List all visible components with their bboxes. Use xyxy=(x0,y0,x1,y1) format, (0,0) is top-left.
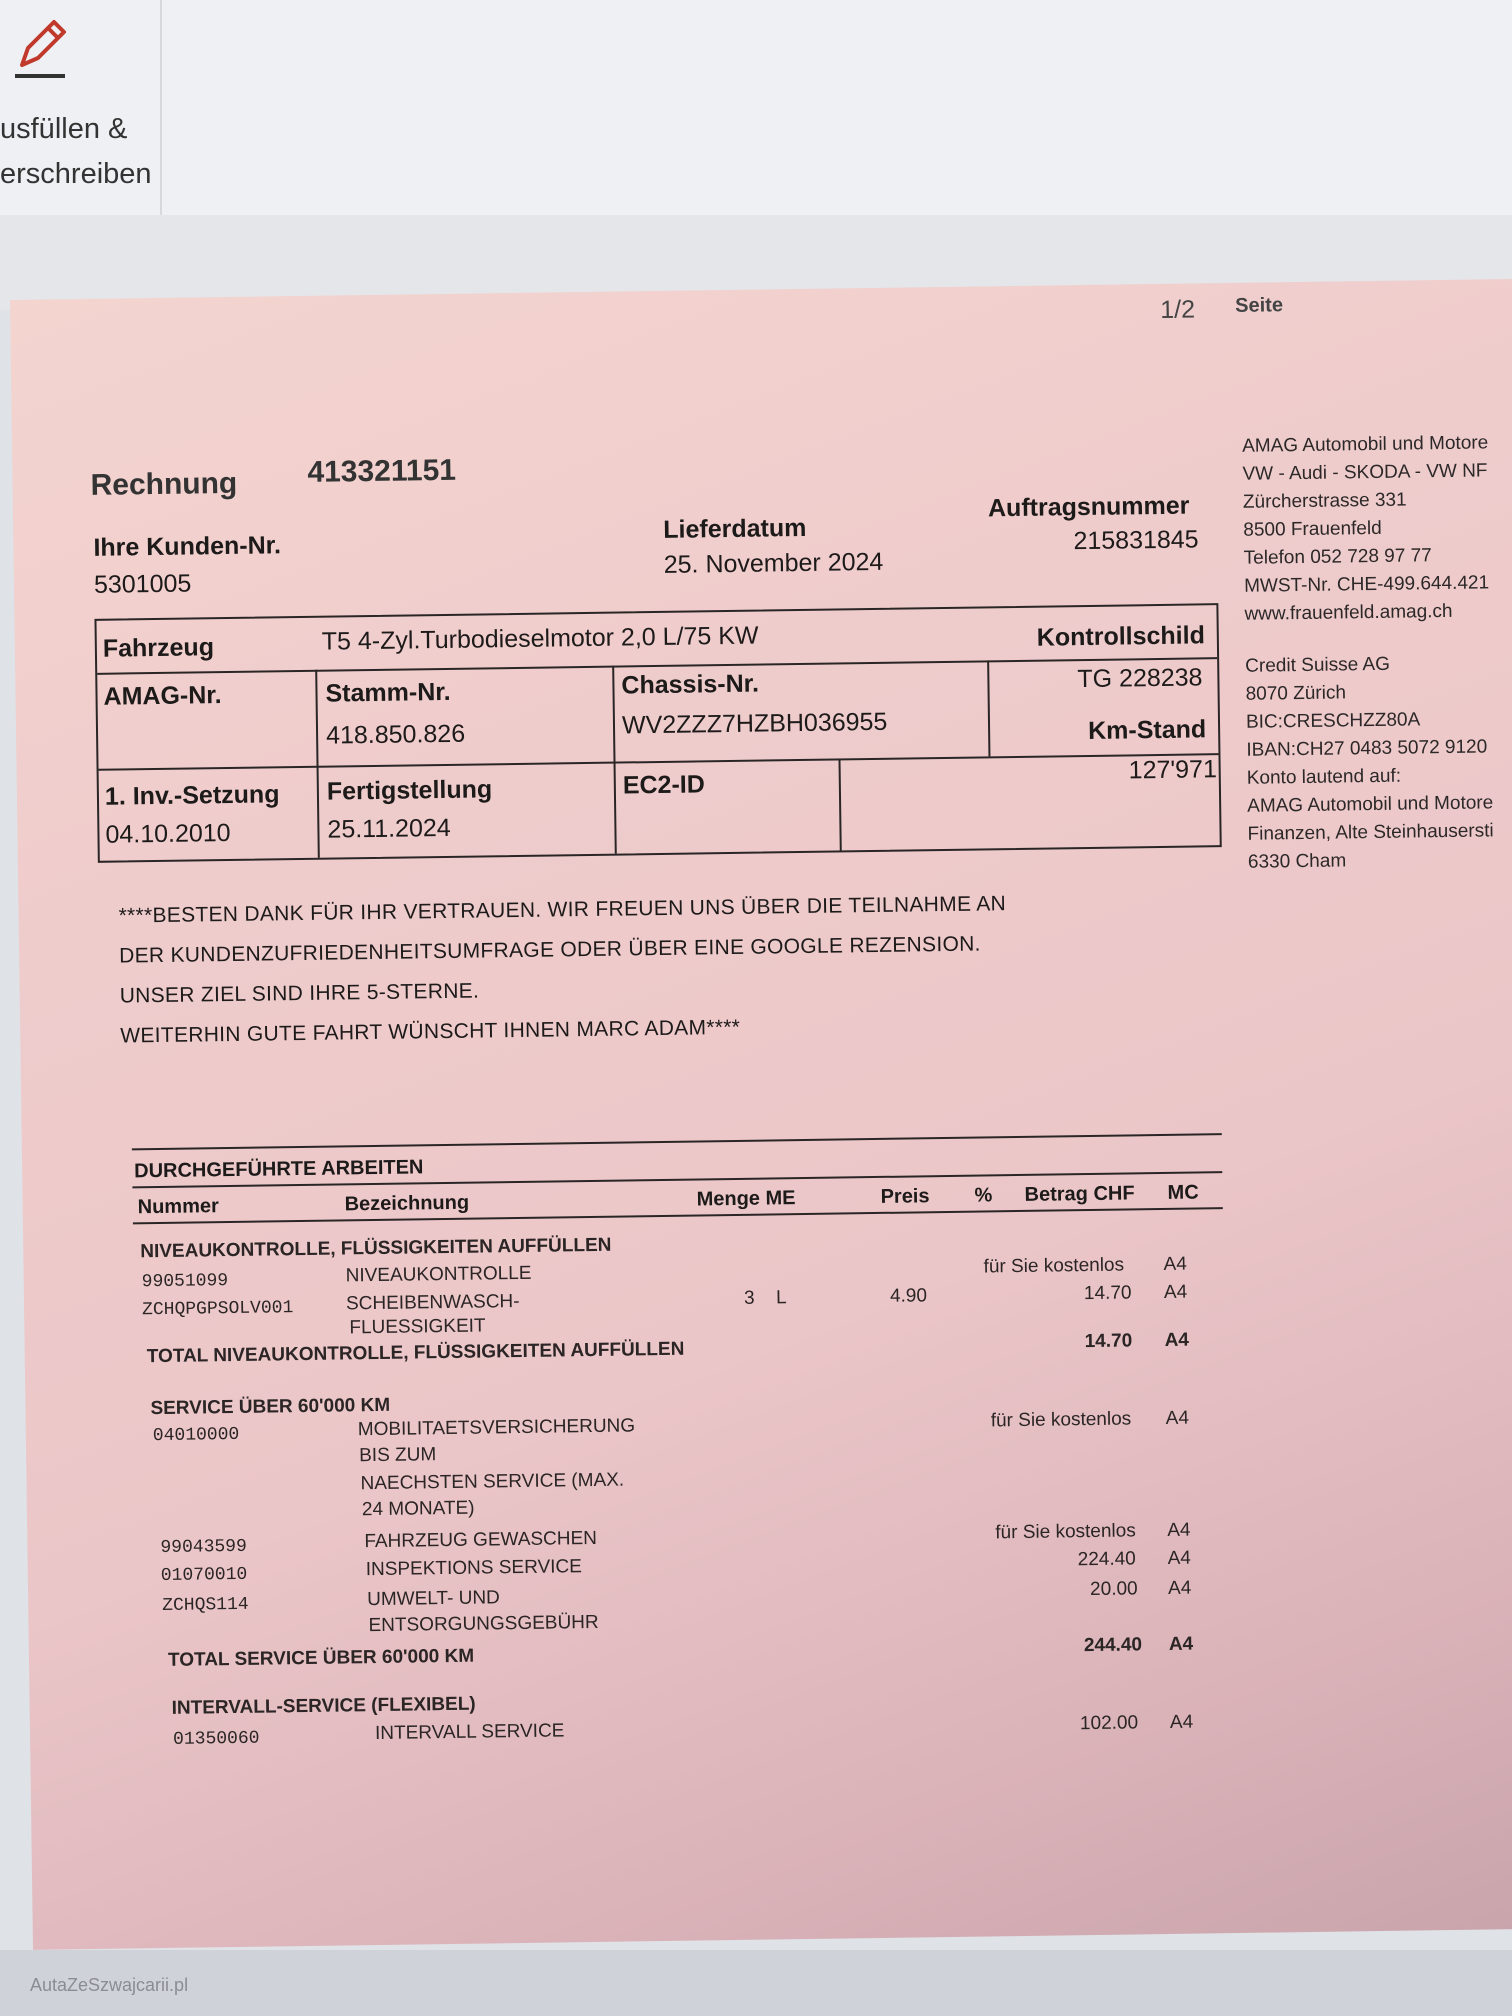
company-address xyxy=(1242,429,1491,628)
stamm-number: 418.850.826 xyxy=(325,719,466,750)
item-number: 99043599 xyxy=(160,1536,247,1559)
item-amount: 102.00 xyxy=(1079,1712,1139,1735)
bank-line: Finanzen, Alte Steinhausersti xyxy=(1247,820,1494,845)
item-number: ZCHQS114 xyxy=(162,1594,249,1617)
bank-line: IBAN:CH27 0483 5072 9120 xyxy=(1246,736,1488,761)
item-unit: L xyxy=(775,1287,787,1309)
mileage-value: 127'971 xyxy=(1128,755,1218,785)
item-mc: A4 xyxy=(1163,1281,1188,1303)
item-quantity: 3 xyxy=(743,1287,755,1309)
item-number: 01070010 xyxy=(160,1564,248,1587)
item-description-cont: ENTSORGUNGSGEBÜHR xyxy=(368,1611,599,1637)
group-total-mc: A4 xyxy=(1168,1633,1194,1655)
vehicle-model: T5 4-Zyl.Turbodieselmotor 2,0 L/75 KW xyxy=(321,621,759,656)
message-line: DER KUNDENZUFRIEDENHEITSUMFRAGE ODER ÜBER EINE GOOGLE REZENSION. xyxy=(119,932,981,968)
bank-line: Credit Suisse AG xyxy=(1245,653,1391,677)
table-divider xyxy=(315,670,320,858)
bank-line: 6330 Cham xyxy=(1247,850,1347,873)
item-mc: A4 xyxy=(1169,1711,1194,1733)
works-section-title: DURCHGEFÜHRTE ARBEITEN xyxy=(134,1156,424,1183)
item-amount: für Sie kostenlos xyxy=(990,1408,1132,1432)
group-title: NIVEAUKONTROLLE, FLÜSSIGKEITEN AUFFÜLLEN xyxy=(140,1234,612,1263)
item-description: INSPEKTIONS SERVICE xyxy=(365,1556,582,1581)
app-toolbar xyxy=(0,0,1512,217)
item-amount: 20.00 xyxy=(1089,1578,1138,1601)
group-title: INTERVALL-SERVICE (FLEXIBEL) xyxy=(171,1693,476,1719)
group-total-amount: 14.70 xyxy=(1084,1330,1133,1353)
item-number: 99051099 xyxy=(141,1271,229,1293)
invoice-document xyxy=(10,279,1512,1950)
viewer-bottom-area xyxy=(0,1950,1512,2016)
vehicle-label: Fahrzeug xyxy=(102,633,215,663)
customer-number-label: Ihre Kunden-Nr. xyxy=(93,531,282,562)
chassis-number-label: Chassis-Nr. xyxy=(621,669,760,700)
first-registration-date: 04.10.2010 xyxy=(105,818,231,849)
thank-you-message xyxy=(118,884,1008,1056)
company-line: VW - Audi - SKODA - VW NF xyxy=(1242,460,1488,485)
item-number: ZCHQPGPSOLV001 xyxy=(141,1298,294,1321)
col-header-amount: Betrag CHF xyxy=(1024,1182,1135,1206)
item-description-cont: NAECHSTEN SERVICE (MAX. xyxy=(360,1469,625,1495)
bank-line: 8070 Zürich xyxy=(1245,682,1347,705)
item-number: 01350060 xyxy=(172,1728,260,1750)
invoice-number: 413321151 xyxy=(307,453,457,489)
col-header-percent: % xyxy=(974,1184,993,1207)
bank-line: BIC:CRESCHZZ80A xyxy=(1245,709,1421,733)
amag-number-label: AMAG-Nr. xyxy=(103,681,222,711)
item-mc: A4 xyxy=(1167,1547,1192,1569)
group-total-amount: 244.40 xyxy=(1083,1634,1143,1657)
item-mc: A4 xyxy=(1163,1253,1187,1275)
table-divider xyxy=(838,758,841,850)
bank-details xyxy=(1245,649,1494,876)
table-divider xyxy=(612,666,617,854)
order-number: 215831845 xyxy=(1073,525,1199,556)
chassis-number: WV2ZZZ7HZBH036955 xyxy=(621,707,888,740)
customer-number: 5301005 xyxy=(93,569,192,599)
fill-sign-label-line2[interactable]: erschreiben xyxy=(0,158,152,190)
message-line: WEITERHIN GUTE FAHRT WÜNSCHT IHNEN MARC ADAM**** xyxy=(120,1015,741,1048)
company-line: 8500 Frauenfeld xyxy=(1243,517,1382,541)
vehicle-info-table xyxy=(94,603,1221,863)
delivery-date: 25. November 2024 xyxy=(663,547,884,579)
table-divider xyxy=(99,753,1219,771)
plate-number: TG 228238 xyxy=(1077,663,1203,694)
item-description-cont: FLUESSIGKEIT xyxy=(349,1315,486,1339)
item-description: NIVEAUKONTROLLE xyxy=(345,1262,532,1287)
section-rule xyxy=(132,1133,1222,1150)
fill-sign-label-line1[interactable]: usfüllen & xyxy=(0,113,128,145)
item-number: 04010000 xyxy=(152,1424,240,1447)
company-line: Telefon 052 728 97 77 xyxy=(1243,545,1432,569)
invoice-title: Rechnung xyxy=(90,466,238,502)
order-number-label: Auftragsnummer xyxy=(987,491,1190,523)
watermark: AutaZeSzwajcarii.pl xyxy=(30,1975,189,1995)
item-price: 4.90 xyxy=(889,1285,928,1307)
col-header-description: Bezeichnung xyxy=(344,1191,470,1216)
item-amount: 224.40 xyxy=(1077,1548,1136,1571)
company-line: MWST-Nr. CHE-499.644.421 xyxy=(1243,572,1490,597)
group-total-mc: A4 xyxy=(1164,1329,1190,1351)
item-description: INTERVALL SERVICE xyxy=(374,1720,565,1745)
plate-label: Kontrollschild xyxy=(1036,621,1206,652)
header-rule xyxy=(133,1207,1223,1224)
col-header-price: Preis xyxy=(880,1185,930,1208)
message-line: ****BESTEN DANK FÜR IHR VERTRAUEN. WIR FREUEN UNS ÜBER DIE TEILNAHME AN xyxy=(118,892,1007,928)
toolbar-divider xyxy=(160,0,162,215)
item-description: SCHEIBENWASCH- xyxy=(345,1290,520,1315)
group-total-label: TOTAL NIVEAUKONTROLLE, FLÜSSIGKEITEN AUFFÜLLEN xyxy=(146,1338,685,1368)
delivery-date-label: Lieferdatum xyxy=(663,513,807,544)
page-number: 1/2 xyxy=(1160,295,1196,324)
col-header-mc: MC xyxy=(1167,1181,1199,1204)
message-line: UNSER ZIEL SIND IHRE 5-STERNE. xyxy=(119,979,480,1008)
item-mc: A4 xyxy=(1167,1577,1192,1599)
bank-line: AMAG Automobil und Motore xyxy=(1247,792,1494,817)
item-amount: für Sie kostenlos xyxy=(995,1520,1136,1544)
table-divider xyxy=(987,660,990,756)
item-mc: A4 xyxy=(1165,1407,1190,1429)
bank-line: Konto lautend auf: xyxy=(1246,765,1402,789)
item-description: FAHRZEUG GEWASCHEN xyxy=(364,1527,598,1553)
company-line: Zürcherstrasse 331 xyxy=(1242,489,1407,513)
completion-date: 25.11.2024 xyxy=(327,813,451,844)
page-label: Seite xyxy=(1235,294,1284,317)
mileage-label: Km-Stand xyxy=(1087,715,1207,745)
item-mc: A4 xyxy=(1167,1519,1191,1541)
item-amount: für Sie kostenlos xyxy=(983,1254,1125,1278)
group-total-label: TOTAL SERVICE ÜBER 60'000 KM xyxy=(167,1645,475,1671)
pencil-icon[interactable] xyxy=(10,10,70,80)
company-line: AMAG Automobil und Motore xyxy=(1242,432,1489,457)
group-title: SERVICE ÜBER 60'000 KM xyxy=(150,1394,391,1420)
completion-label: Fertigstellung xyxy=(326,775,493,806)
company-website: www.frauenfeld.amag.ch xyxy=(1244,600,1453,625)
item-description-cont: BIS ZUM xyxy=(359,1444,437,1467)
first-registration-label: 1. Inv.-Setzung xyxy=(104,780,280,811)
ec2-id-label: EC2-ID xyxy=(622,770,705,800)
item-description: MOBILITAETSVERSICHERUNG xyxy=(357,1415,636,1441)
item-description: UMWELT- UND xyxy=(367,1587,500,1611)
stamm-number-label: Stamm-Nr. xyxy=(325,677,451,708)
col-header-number: Nummer xyxy=(137,1195,219,1219)
item-description-cont: 24 MONATE) xyxy=(361,1497,475,1521)
col-header-quantity: Menge ME xyxy=(696,1187,796,1211)
item-amount: 14.70 xyxy=(1083,1282,1132,1305)
